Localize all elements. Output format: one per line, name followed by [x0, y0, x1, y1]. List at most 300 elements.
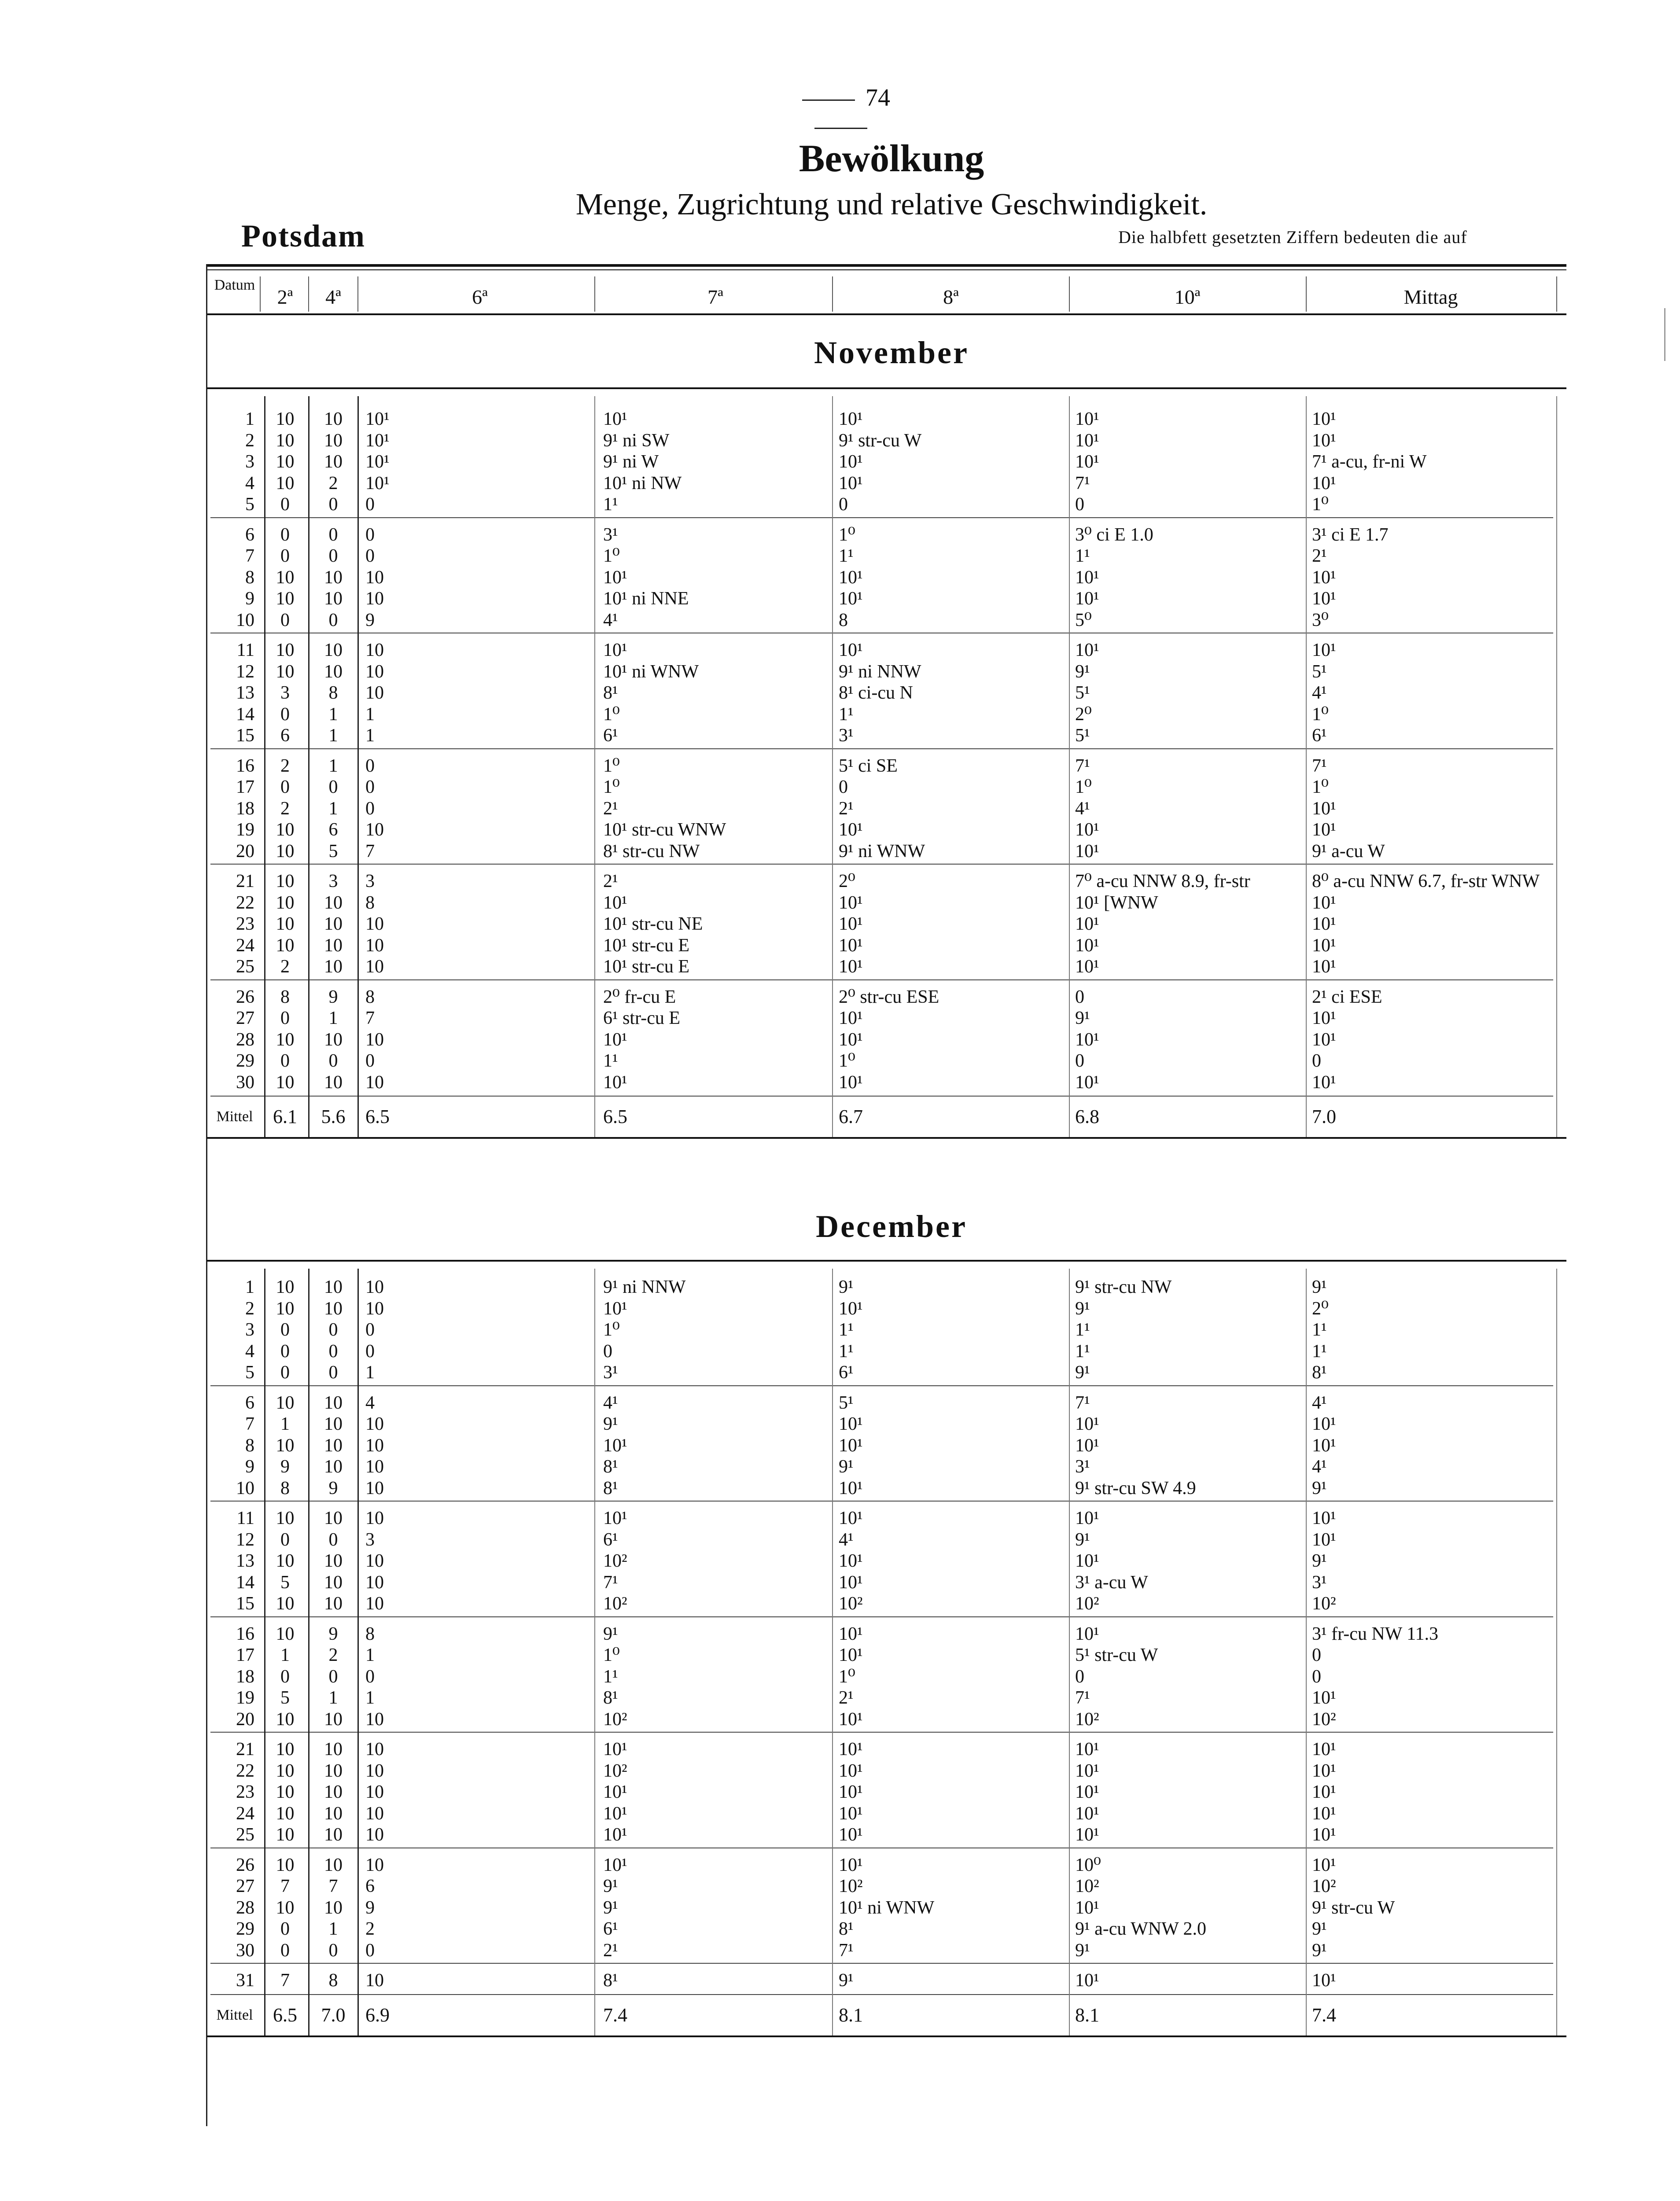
table-cell-obs-6a: 10 [365, 1029, 384, 1050]
table-cell-obs-4a: 10 [324, 935, 343, 956]
table-cell-obs-10a: 10¹ [1075, 1435, 1099, 1456]
table-cell-obs-10a: 3¹ [1075, 1457, 1090, 1477]
table-cell-obs-8a: 10¹ [839, 1414, 863, 1434]
table-cell-obs-mittag: 2⁰ [1312, 1298, 1329, 1319]
table-cell-obs-4a: 9 [328, 1478, 338, 1498]
table-cell-day: 11 [236, 640, 254, 660]
table-cell-obs-8a: 8 [839, 610, 848, 630]
table-cell-obs-2a: 10 [276, 1709, 295, 1730]
table-cell-obs-8a: 9¹ ni NNW [839, 661, 921, 682]
table-cell-obs-4a: 3 [328, 871, 338, 891]
table-cell-obs-4a: 10 [324, 409, 343, 429]
table-cell-obs-6a: 7 [365, 1008, 375, 1028]
table-cell-obs-10a: 7¹ [1075, 755, 1090, 776]
table-cell-obs-4a: 10 [324, 640, 343, 660]
table-cell-day: 12 [236, 661, 254, 682]
table-cell-day: 9 [245, 589, 254, 609]
table-cell-obs-2a: 10 [276, 1298, 295, 1319]
table-cell-obs-7a: 10¹ [603, 640, 627, 660]
table-cell-obs-2a: 10 [276, 661, 295, 682]
table-cell-obs-mittag: 1⁰ [1312, 704, 1329, 725]
table-cell-obs-6a: 10 [365, 1298, 384, 1319]
table-cell-obs-mittag: 10¹ [1312, 409, 1336, 429]
column-separator [1306, 1269, 1307, 2035]
mittel-obs-6a: 6.5 [365, 1106, 390, 1127]
table-cell-obs-7a: 10¹ [603, 892, 627, 913]
page-title: Bewölkung [799, 137, 984, 180]
table-cell-day: 17 [236, 777, 254, 797]
table-cell-obs-8a: 1⁰ [839, 524, 855, 545]
mittel-obs-mittag: 7.4 [1312, 2004, 1336, 2026]
table-cell-obs-6a: 10 [365, 935, 384, 956]
column-separator [264, 1269, 265, 2035]
table-cell-obs-8a: 10¹ [839, 1551, 863, 1571]
table-cell-obs-2a: 10 [276, 1803, 295, 1824]
table-cell-obs-10a: 10¹ [1075, 820, 1099, 840]
table-cell-day: 29 [236, 1051, 254, 1071]
mittel-obs-8a: 6.7 [839, 1106, 863, 1127]
table-cell-obs-7a: 2¹ [603, 798, 618, 819]
table-cell-day: 1 [245, 1277, 254, 1297]
table-cell-obs-6a: 2 [365, 1919, 375, 1939]
table-cell-obs-mittag: 2¹ ci ESE [1312, 986, 1382, 1007]
table-cell-obs-6a: 1 [365, 704, 375, 725]
table-cell-obs-7a: 10¹ [603, 409, 627, 429]
table-cell-obs-2a: 10 [276, 892, 295, 913]
table-cell-obs-4a: 10 [324, 452, 343, 472]
table-cell-obs-10a: 3¹ a-cu W [1075, 1572, 1148, 1593]
table-cell-obs-7a: 9¹ ni NNW [603, 1277, 686, 1297]
table-cell-obs-7a: 10² [603, 1760, 627, 1781]
table-cell-obs-10a: 9¹ [1075, 1362, 1090, 1383]
table-cell-obs-mittag: 10¹ [1312, 1739, 1336, 1759]
group-separator [210, 864, 1553, 865]
table-cell-obs-7a: 2⁰ fr-cu E [603, 986, 676, 1007]
table-cell-day: 10 [236, 610, 254, 630]
column-separator [594, 1269, 595, 2035]
table-cell-obs-6a: 10 [365, 1782, 384, 1802]
table-cell-obs-4a: 0 [328, 1940, 338, 1961]
month-rule [207, 387, 1566, 389]
table-cell-obs-10a: 10¹ [1075, 1508, 1099, 1528]
table-cell-obs-7a: 10¹ [603, 1298, 627, 1319]
table-cell-obs-6a: 10¹ [365, 409, 390, 429]
table-cell-obs-10a: 10¹ [1075, 409, 1099, 429]
table-cell-obs-7a: 6¹ [603, 1529, 618, 1550]
table-cell-obs-4a: 1 [328, 725, 338, 746]
table-cell-obs-7a: 8¹ [603, 683, 618, 703]
table-cell-obs-6a: 10 [365, 914, 384, 934]
table-cell-obs-10a: 9¹ [1075, 1940, 1090, 1961]
table-cell-day: 2 [245, 1298, 254, 1319]
page-subtitle: Menge, Zugrichtung und relative Geschwindigkeit. [575, 188, 1208, 221]
header-column-separator [357, 276, 358, 312]
header-column-separator [1306, 276, 1307, 312]
table-cell-obs-10a: 5¹ str-cu W [1075, 1645, 1158, 1665]
table-cell-obs-2a: 1 [280, 1414, 290, 1434]
table-cell-obs-10a: 10¹ [1075, 1029, 1099, 1050]
table-cell-obs-6a: 10 [365, 1594, 384, 1614]
table-cell-day: 8 [245, 567, 254, 588]
table-cell-obs-8a: 10¹ [839, 589, 863, 609]
table-cell-day: 14 [236, 704, 254, 725]
table-cell-obs-6a: 10 [365, 820, 384, 840]
table-cell-obs-6a: 0 [365, 1666, 375, 1687]
table-cell-obs-4a: 10 [324, 892, 343, 913]
table-cell-obs-10a: 10² [1075, 1876, 1099, 1896]
month-rule [207, 1260, 1566, 1262]
table-cell-obs-2a: 10 [276, 871, 295, 891]
header-7a: 7ª [707, 286, 723, 308]
table-cell-obs-mittag: 9¹ str-cu W [1312, 1897, 1395, 1918]
table-cell-obs-4a: 10 [324, 1825, 343, 1845]
table-cell-obs-4a: 10 [324, 1508, 343, 1528]
table-cell-obs-6a: 8 [365, 986, 375, 1007]
table-cell-obs-mittag: 9¹ [1312, 1478, 1327, 1498]
table-cell-obs-6a: 1 [365, 1645, 375, 1665]
group-separator [210, 1732, 1553, 1733]
table-cell-obs-10a: 10¹ [1075, 1760, 1099, 1781]
table-cell-obs-7a: 10¹ [603, 1072, 627, 1093]
table-cell-obs-2a: 0 [280, 704, 290, 725]
table-cell-obs-2a: 10 [276, 820, 295, 840]
header-4a: 4ª [325, 286, 341, 308]
table-cell-obs-mittag: 1⁰ [1312, 494, 1329, 515]
table-cell-obs-8a: 9¹ ni WNW [839, 841, 925, 861]
table-cell-day: 20 [236, 1709, 254, 1730]
table-cell-obs-10a: 9¹ [1075, 1529, 1090, 1550]
table-cell-obs-4a: 10 [324, 1709, 343, 1730]
table-cell-obs-mittag: 8¹ [1312, 1362, 1327, 1383]
table-cell-obs-mittag: 10² [1312, 1594, 1336, 1614]
table-cell-obs-7a: 10¹ [603, 1855, 627, 1875]
table-cell-obs-4a: 8 [328, 683, 338, 703]
table-cell-obs-4a: 10 [324, 1782, 343, 1802]
table-cell-obs-6a: 6 [365, 1876, 375, 1896]
table-cell-obs-4a: 0 [328, 1529, 338, 1550]
table-cell-obs-10a: 10¹ [WNW [1075, 892, 1158, 913]
table-cell-obs-10a: 10¹ [1075, 1970, 1099, 1991]
header-column-separator [832, 276, 833, 312]
table-cell-obs-7a: 0 [603, 1341, 612, 1362]
table-cell-obs-4a: 10 [324, 1435, 343, 1456]
header-10a: 10ª [1174, 286, 1201, 308]
table-cell-day: 15 [236, 725, 254, 746]
table-cell-obs-6a: 1 [365, 1688, 375, 1708]
table-cell-obs-6a: 10 [365, 1478, 384, 1498]
table-cell-obs-6a: 9 [365, 610, 375, 630]
month-title-november: November [814, 335, 969, 370]
table-cell-obs-4a: 10 [324, 1029, 343, 1050]
table-cell-obs-8a: 10¹ [839, 1855, 863, 1875]
table-cell-obs-2a: 0 [280, 1919, 290, 1939]
table-cell-day: 7 [245, 546, 254, 566]
table-cell-obs-8a: 10² [839, 1876, 863, 1896]
table-cell-obs-10a: 10¹ [1075, 935, 1099, 956]
table-cell-obs-10a: 9¹ [1075, 1008, 1090, 1028]
table-cell-obs-mittag: 0 [1312, 1051, 1321, 1071]
table-cell-obs-10a: 10¹ [1075, 640, 1099, 660]
mittel-obs-8a: 8.1 [839, 2004, 863, 2026]
table-cell-obs-7a: 8¹ str-cu NW [603, 841, 700, 861]
table-cell-obs-10a: 10¹ [1075, 452, 1099, 472]
table-cell-obs-10a: 10¹ [1075, 1551, 1099, 1571]
table-cell-day: 28 [236, 1029, 254, 1050]
table-cell-obs-6a: 10 [365, 1970, 384, 1991]
table-cell-obs-8a: 10¹ [839, 914, 863, 934]
table-cell-obs-8a: 10¹ [839, 957, 863, 977]
table-cell-obs-6a: 10¹ [365, 452, 390, 472]
table-cell-obs-2a: 10 [276, 1435, 295, 1456]
table-cell-day: 18 [236, 798, 254, 819]
table-cell-obs-4a: 10 [324, 1855, 343, 1875]
mittel-obs-6a: 6.9 [365, 2004, 390, 2026]
table-cell-obs-2a: 10 [276, 1551, 295, 1571]
table-cell-obs-7a: 10¹ str-cu WNW [603, 820, 726, 840]
column-separator [357, 396, 359, 1137]
table-cell-obs-10a: 10¹ [1075, 914, 1099, 934]
table-cell-obs-8a: 2⁰ str-cu ESE [839, 986, 939, 1007]
table-cell-day: 25 [236, 957, 254, 977]
table-cell-obs-mittag: 4¹ [1312, 1392, 1327, 1413]
table-cell-obs-7a: 1⁰ [603, 546, 620, 566]
table-cell-obs-4a: 10 [324, 1897, 343, 1918]
table-cell-obs-2a: 0 [280, 546, 290, 566]
table-cell-obs-2a: 10 [276, 1897, 295, 1918]
table-cell-obs-4a: 1 [328, 1008, 338, 1028]
table-cell-obs-6a: 7 [365, 841, 375, 861]
table-cell-obs-mittag: 7¹ a-cu, fr-ni W [1312, 452, 1427, 472]
table-cell-obs-4a: 10 [324, 1803, 343, 1824]
table-cell-obs-7a: 3¹ [603, 524, 618, 545]
table-cell-obs-mittag: 3¹ fr-cu NW 11.3 [1312, 1623, 1439, 1644]
table-cell-obs-8a: 3¹ [839, 725, 854, 746]
table-cell-obs-7a: 4¹ [603, 1392, 618, 1413]
table-cell-obs-8a: 9¹ [839, 1457, 854, 1477]
table-cell-obs-8a: 7¹ [839, 1940, 854, 1961]
table-cell-obs-4a: 10 [324, 430, 343, 451]
table-cell-obs-4a: 0 [328, 524, 338, 545]
table-left-border [206, 264, 207, 2126]
table-cell-obs-6a: 3 [365, 871, 375, 891]
table-cell-day: 27 [236, 1876, 254, 1896]
table-cell-obs-4a: 7 [328, 1876, 338, 1896]
column-separator [1069, 396, 1070, 1137]
table-cell-obs-6a: 10 [365, 683, 384, 703]
table-cell-obs-6a: 0 [365, 524, 375, 545]
table-cell-obs-7a: 10¹ [603, 567, 627, 588]
column-separator [832, 396, 833, 1137]
table-cell-obs-8a: 1¹ [839, 546, 854, 566]
group-separator [210, 979, 1553, 980]
table-cell-obs-4a: 10 [324, 661, 343, 682]
table-cell-obs-2a: 10 [276, 914, 295, 934]
table-cell-day: 23 [236, 1782, 254, 1802]
table-cell-obs-10a: 3⁰ ci E 1.0 [1075, 524, 1153, 545]
header-mittag: Mittag [1404, 286, 1458, 308]
table-cell-obs-4a: 0 [328, 1320, 338, 1340]
month-bottom-rule [207, 2035, 1566, 2037]
table-cell-obs-7a: 10² [603, 1551, 627, 1571]
table-cell-obs-7a: 1⁰ [603, 704, 620, 725]
table-cell-obs-4a: 0 [328, 1666, 338, 1687]
table-cell-obs-4a: 1 [328, 755, 338, 776]
table-cell-obs-2a: 0 [280, 1341, 290, 1362]
table-cell-obs-8a: 10¹ [839, 1760, 863, 1781]
table-cell-obs-10a: 1¹ [1075, 1320, 1090, 1340]
mittel-separator [210, 1096, 1553, 1097]
month-title-december: December [816, 1209, 967, 1244]
table-cell-obs-2a: 7 [280, 1970, 290, 1991]
table-cell-obs-10a: 5¹ [1075, 683, 1090, 703]
table-cell-obs-4a: 10 [324, 1277, 343, 1297]
mittel-obs-4a: 7.0 [321, 2004, 346, 2026]
table-cell-obs-2a: 5 [280, 1572, 290, 1593]
table-cell-obs-2a: 10 [276, 640, 295, 660]
table-cell-obs-mittag: 1¹ [1312, 1341, 1327, 1362]
table-cell-obs-8a: 0 [839, 494, 848, 515]
table-cell-obs-mittag: 3⁰ [1312, 610, 1329, 630]
table-cell-obs-mittag: 10¹ [1312, 567, 1336, 588]
table-cell-obs-8a: 10¹ [839, 1623, 863, 1644]
table-cell-obs-mittag: 10² [1312, 1876, 1336, 1896]
table-cell-obs-8a: 10¹ [839, 640, 863, 660]
table-cell-obs-7a: 6¹ str-cu E [603, 1008, 681, 1028]
table-cell-obs-6a: 0 [365, 777, 375, 797]
table-cell-obs-mittag: 3¹ ci E 1.7 [1312, 524, 1389, 545]
table-cell-obs-mittag: 10¹ [1312, 1760, 1336, 1781]
table-cell-obs-10a: 9¹ [1075, 661, 1090, 682]
table-cell-day: 9 [245, 1457, 254, 1477]
table-cell-obs-6a: 10 [365, 661, 384, 682]
table-cell-obs-8a: 6¹ [839, 1362, 854, 1383]
table-cell-obs-mittag: 10¹ [1312, 798, 1336, 819]
table-cell-day: 3 [245, 452, 254, 472]
mittel-obs-10a: 8.1 [1075, 2004, 1099, 2026]
table-cell-obs-4a: 10 [324, 1457, 343, 1477]
table-cell-day: 26 [236, 986, 254, 1007]
table-cell-obs-2a: 8 [280, 1478, 290, 1498]
table-cell-obs-2a: 0 [280, 494, 290, 515]
table-cell-obs-8a: 9¹ [839, 1277, 854, 1297]
table-cell-obs-10a: 1¹ [1075, 546, 1090, 566]
table-cell-obs-10a: 0 [1075, 1666, 1084, 1687]
table-cell-day: 8 [245, 1435, 254, 1456]
mittel-obs-mittag: 7.0 [1312, 1106, 1336, 1127]
table-cell-obs-6a: 10 [365, 1572, 384, 1593]
header-column-separator [260, 276, 261, 312]
table-cell-obs-7a: 2¹ [603, 1940, 618, 1961]
table-cell-obs-2a: 10 [276, 1739, 295, 1759]
table-cell-obs-10a: 9¹ str-cu NW [1075, 1277, 1172, 1297]
table-cell-obs-8a: 10¹ [839, 935, 863, 956]
table-cell-obs-7a: 10¹ ni NW [603, 473, 682, 493]
table-cell-obs-6a: 10 [365, 1414, 384, 1434]
table-cell-obs-6a: 10 [365, 1457, 384, 1477]
table-top-rule [207, 264, 1566, 267]
column-separator [1556, 396, 1557, 1137]
table-cell-obs-6a: 0 [365, 1940, 375, 1961]
table-cell-obs-mittag: 10¹ [1312, 640, 1336, 660]
table-cell-obs-2a: 0 [280, 1008, 290, 1028]
table-cell-day: 1 [245, 409, 254, 429]
table-cell-obs-10a: 5⁰ [1075, 610, 1092, 630]
table-cell-day: 29 [236, 1919, 254, 1939]
table-cell-obs-2a: 10 [276, 589, 295, 609]
table-cell-day: 19 [236, 820, 254, 840]
table-cell-day: 18 [236, 1666, 254, 1687]
table-cell-obs-mittag: 10¹ [1312, 473, 1336, 493]
table-cell-obs-4a: 1 [328, 798, 338, 819]
table-cell-obs-10a: 10¹ [1075, 430, 1099, 451]
mittel-label: Mittel [216, 2006, 253, 2023]
table-cell-obs-2a: 10 [276, 1782, 295, 1802]
table-cell-obs-10a: 10² [1075, 1594, 1099, 1614]
table-cell-obs-4a: 10 [324, 1072, 343, 1093]
table-cell-obs-6a: 10 [365, 567, 384, 588]
table-cell-obs-mittag: 6¹ [1312, 725, 1327, 746]
table-cell-obs-10a: 10¹ [1075, 1414, 1099, 1434]
table-cell-day: 3 [245, 1320, 254, 1340]
table-cell-obs-mittag: 10¹ [1312, 1029, 1336, 1050]
table-cell-obs-10a: 10¹ [1075, 957, 1099, 977]
table-cell-obs-7a: 9¹ [603, 1414, 618, 1434]
table-cell-obs-2a: 10 [276, 1508, 295, 1528]
table-cell-obs-2a: 10 [276, 409, 295, 429]
table-cell-obs-4a: 0 [328, 610, 338, 630]
header-datum: Datum [214, 277, 255, 293]
table-cell-obs-7a: 9¹ ni SW [603, 430, 670, 451]
table-cell-obs-8a: 5¹ ci SE [839, 755, 898, 776]
table-cell-obs-8a: 1¹ [839, 704, 854, 725]
table-cell-obs-mittag: 10¹ [1312, 1825, 1336, 1845]
table-cell-obs-2a: 2 [280, 755, 290, 776]
table-cell-obs-6a: 10 [365, 640, 384, 660]
mittel-obs-2a: 6.1 [273, 1106, 297, 1127]
table-cell-obs-6a: 3 [365, 1529, 375, 1550]
table-cell-obs-10a: 4¹ [1075, 798, 1090, 819]
table-cell-obs-2a: 10 [276, 1623, 295, 1644]
group-separator [210, 1616, 1553, 1617]
table-cell-obs-mittag: 10¹ [1312, 820, 1336, 840]
table-cell-obs-2a: 10 [276, 430, 295, 451]
table-cell-obs-2a: 0 [280, 1051, 290, 1071]
table-cell-obs-4a: 1 [328, 1919, 338, 1939]
table-cell-obs-mittag: 2¹ [1312, 546, 1327, 566]
table-cell-obs-2a: 10 [276, 1072, 295, 1093]
table-cell-day: 5 [245, 1362, 254, 1383]
table-cell-obs-mittag: 9¹ [1312, 1940, 1327, 1961]
table-cell-day: 2 [245, 430, 254, 451]
header-8a: 8ª [943, 286, 959, 308]
table-cell-day: 21 [236, 871, 254, 891]
table-cell-obs-4a: 2 [328, 1645, 338, 1665]
table-cell-obs-7a: 10¹ str-cu E [603, 935, 690, 956]
group-separator [210, 748, 1553, 749]
table-cell-obs-7a: 1¹ [603, 1051, 618, 1071]
column-separator [308, 396, 309, 1137]
table-cell-obs-7a: 9¹ [603, 1897, 618, 1918]
table-cell-obs-mittag: 7¹ [1312, 755, 1327, 776]
table-cell-obs-2a: 0 [280, 1666, 290, 1687]
table-cell-day: 13 [236, 1551, 254, 1571]
table-cell-obs-8a: 10¹ [839, 1803, 863, 1824]
table-cell-day: 20 [236, 841, 254, 861]
table-cell-obs-2a: 10 [276, 1825, 295, 1845]
table-cell-obs-2a: 2 [280, 798, 290, 819]
table-cell-day: 12 [236, 1529, 254, 1550]
table-cell-obs-10a: 10¹ [1075, 1623, 1099, 1644]
